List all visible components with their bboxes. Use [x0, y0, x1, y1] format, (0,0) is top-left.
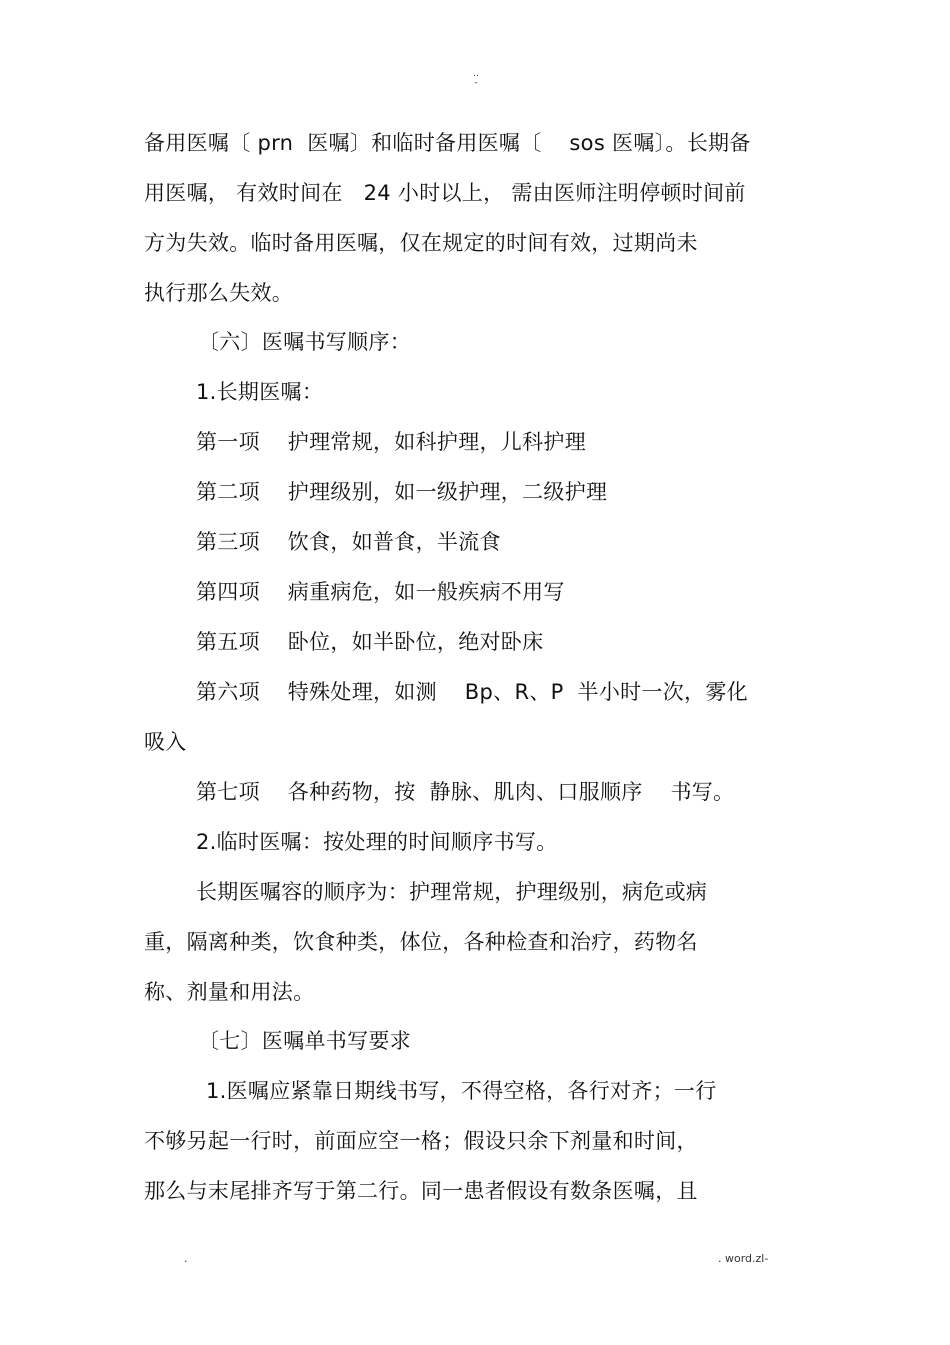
header-mark-top: .. — [473, 69, 479, 79]
text-line: 1.医嘱应紧靠日期线书写，不得空格，各行对齐；一行 — [206, 1079, 717, 1103]
text-line: 长期医嘱容的顺序为：护理常规，护理级别，病危或病 — [196, 880, 708, 904]
text-line: 备用医嘱〔 prn 医嘱〕和临时备用医嘱〔 sos 医嘱〕。长期备 — [144, 131, 751, 155]
text-line: 那么与末尾排齐写于第二行。同一患者假设有数条医嘱，且 — [144, 1179, 698, 1203]
list-item: 第四项 病重病危，如一般疾病不用写 — [196, 580, 565, 604]
text-line: 不够另起一行时，前面应空一格；假设只余下剂量和时间， — [144, 1129, 698, 1153]
footer-right: . word.zl- — [718, 1252, 769, 1265]
list-item: 第七项 各种药物，按 静脉、肌肉、口服顺序 书写。 — [196, 780, 735, 804]
footer-left: . — [184, 1252, 188, 1265]
list-item: 第五项 卧位，如半卧位，绝对卧床 — [196, 630, 544, 654]
list-item: 第一项 护理常规，如科护理，儿科护理 — [196, 430, 586, 454]
section-heading: 〔七〕医嘱单书写要求 — [198, 1029, 411, 1053]
text-line: 方为失效。临时备用医嘱，仅在规定的时间有效，过期尚未 — [144, 231, 698, 255]
text-line: 称、剂量和用法。 — [144, 980, 315, 1004]
text-line: 重，隔离种类，饮食种类，体位，各种检查和治疗，药物名 — [144, 930, 698, 954]
header-mark — [466, 70, 486, 88]
list-item: 第三项 饮食，如普食，半流食 — [196, 530, 501, 554]
subsection-heading: 2.临时医嘱：按处理的时间顺序书写。 — [196, 830, 558, 854]
header-mark-bottom: - — [474, 78, 478, 88]
text-line: 吸入 — [144, 730, 187, 754]
text-line: 用医嘱， 有效时间在 24 小时以上， 需由医师注明停顿时间前 — [144, 181, 746, 205]
list-item: 第二项 护理级别，如一级护理，二级护理 — [196, 480, 608, 504]
section-heading: 〔六〕医嘱书写顺序： — [198, 330, 411, 354]
list-item: 第六项 特殊处理，如测 Bp、R、P 半小时一次，雾化 — [196, 680, 748, 704]
subsection-heading: 1.长期医嘱： — [196, 380, 324, 404]
text-line: 执行那么失效。 — [144, 281, 294, 305]
